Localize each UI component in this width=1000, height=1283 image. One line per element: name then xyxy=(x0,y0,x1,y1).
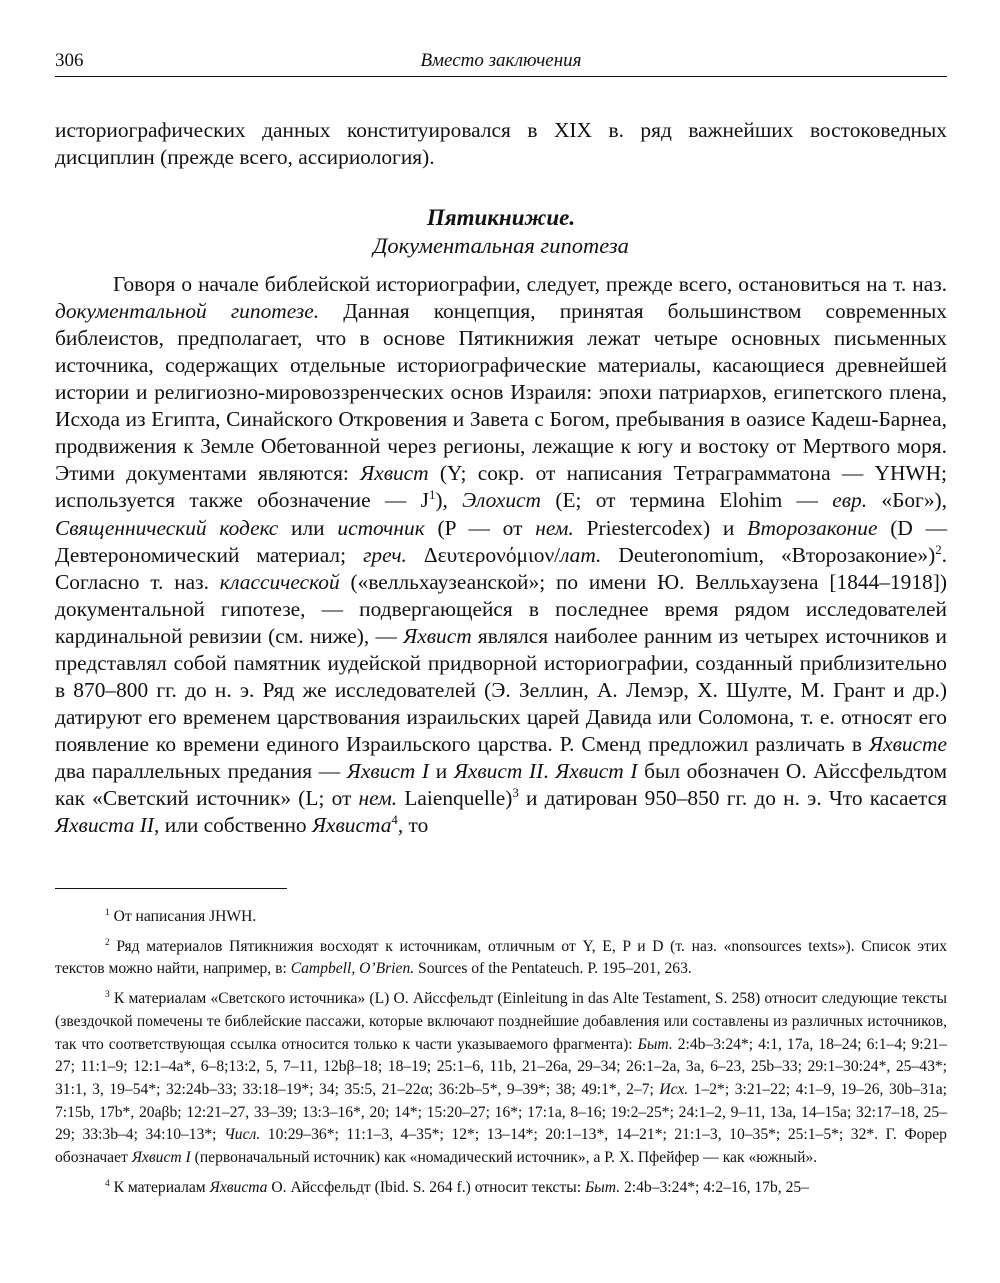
footnote-4: $^4$ К материалам Яхвиста О. Айссфельдт (Ibid. S. 264 f.) относит тексты: Быт. 2:4b–3:24*; 4:2–16, 17b, 25– xyxy=(105,1178,809,1196)
footnote-separator xyxy=(55,888,287,889)
footnote-ref[interactable]: 3 xyxy=(512,785,519,800)
footnote-ref[interactable]: 1 xyxy=(428,488,436,503)
main-text xyxy=(55,117,947,839)
footnote-1: $^1$ От написания JHWH. xyxy=(105,907,257,925)
main-paragraph: Говоря о начале библейской историографии, следует, прежде всего, остановиться на т. наз. документальной гипотезе. Данная концепция, принятая большинством современных библеистов, предполагает, что в основе Пятикнижия лежат четыре основных письменных источника, содержащих отдельные историографические материалы, касающиеся древнейшей истории и религиозно-мировоззренческих основ Израиля: эпохи патриархов, египетского плена, Исхода из Египта, Синайского Откровения и Завета с Богом, пребывания в оазисе Кадеш-Барнеа, продвижения к Земле Обетованной через регионы, лежащие к югу и востоку от Мертвого моря. Этими документами являются: Яхвист (Y; сокр. от написания Тетраграмматона — YHWH; используется также обозначение — $J^1$), Элохист (E; от термина Elohim — евр. «Бог»), Священнический кодекс или источник (P — от нем. Priestercodex) и Второзаконие (D — Девтерономический материал; греч. Δευτερονόμιον/лат. Deuteronomium, «Второзаконие»)$^2$. Согласно т. наз. классической («велльхаузеанской»; по имени Ю. Велльхаузена [1844–1918]) документальной гипотезе, — подвергающейся в последнее время рядом исследователей кардинальной ревизии (см. ниже), — Яхвист являлся наиболее ранним из четырех источников и представлял собой памятник иудейской придворной историографии, созданный приблизительно в 870–800 гг. до н. э. Ряд же исследователей (Э. Зеллин, А. Лемэр, Х. Шулте, М. Грант и др.) датируют его временем царствования израильских царей Давида или Соломона, т. е. относят его появление ко времени единого Израильского царства. Р. Сменд предложил различать в Яхвисте два параллельных предания — Яхвист I и Яхвист II. Яхвист I был обозначен О. Айссфельдтом как «Светский источник» (L; от нем. Laienquelle)$^3$ и датирован 950–850 гг. до н. э. Что касается Яхвиста II, или собственно Яхвиста$^4$, то xyxy=(55,272,948,838)
footnote-ref[interactable]: 4 xyxy=(391,812,398,827)
section-title: Пятикнижие. xyxy=(426,205,576,231)
intro-paragraph: историографических данных конституировался в XIX в. ряд важнейших востоковедных дисциплин (прежде всего, ассириология). xyxy=(55,118,947,170)
footnote-ref[interactable]: 2 xyxy=(935,542,942,557)
section-subtitle: Документальная гипотеза xyxy=(373,233,629,259)
running-title: Вместо заключения xyxy=(420,50,582,71)
running-header xyxy=(55,50,947,77)
page-number: 306 xyxy=(55,50,84,71)
footnote-2: $^2$ Ряд материалов Пятикнижия восходят к источникам, отличным от Y, E, P и D (т. наз. «nonsources texts»). Список этих текстов можно найти, например, в: Campbell, O’Brien. Sources of the Pentateuch. P. 195–201, 263. xyxy=(55,937,947,978)
footnotes xyxy=(55,906,947,1199)
footnote-3: $^3$ К материалам «Светского источника» (L) О. Айссфельдт (Einleitung in das Alte Testament, S. 258) относит следующие тексты (звездочкой помечены те библейские пассажи, которые включают позднейшие добавления или составлены из различных источников, так что соответствующая ссылка относится только к части указываемого фрагмента): Быт. 2:4b–3:24*; 4:1, 17a, 18–24; 6:1–4; 9:21–27; 11:1–9; 12:1–4a*, 6–8;13:2, 5, 7–11, 12bβ–18; 18–19; 25:1–6, 11b, 21–26a, 29–34; 26:1–2a, 3a, 6–23, 25b–33; 29:1–30:24*, 25–43*; 31:1, 3, 19–54*; 32:24b–33; 33:18–19*; 34; 35:5, 21–22α; 36:2b–5*, 9–39*; 38; 49:1*, 2–7; Исх. 1–2*; 3:21–22; 4:1–9, 19–26, 30b–31a; 7:15b, 17b*, 20aβb; 12:21–27, 33–39; 13:3–16*, 20; 14*; 15:20–27; 16*; 17:1a, 8–16; 19:2–25*; 24:1–2, 9–11, 13a, 14–15a; 32:17–18, 25–29; 33:3b–4; 34:10–13*; Числ. 10:29–36*; 11:1–3, 4–35*; 12*; 13–14*; 20:1–13*, 14–21*; 21:1–3, 10–35*; 25:1–5*; 32*. Г. Форер обозначает Яхвист I (первоначальный источник) как «номадический источник», а Р. Х. Пфейфер — как «южный». xyxy=(55,989,948,1167)
